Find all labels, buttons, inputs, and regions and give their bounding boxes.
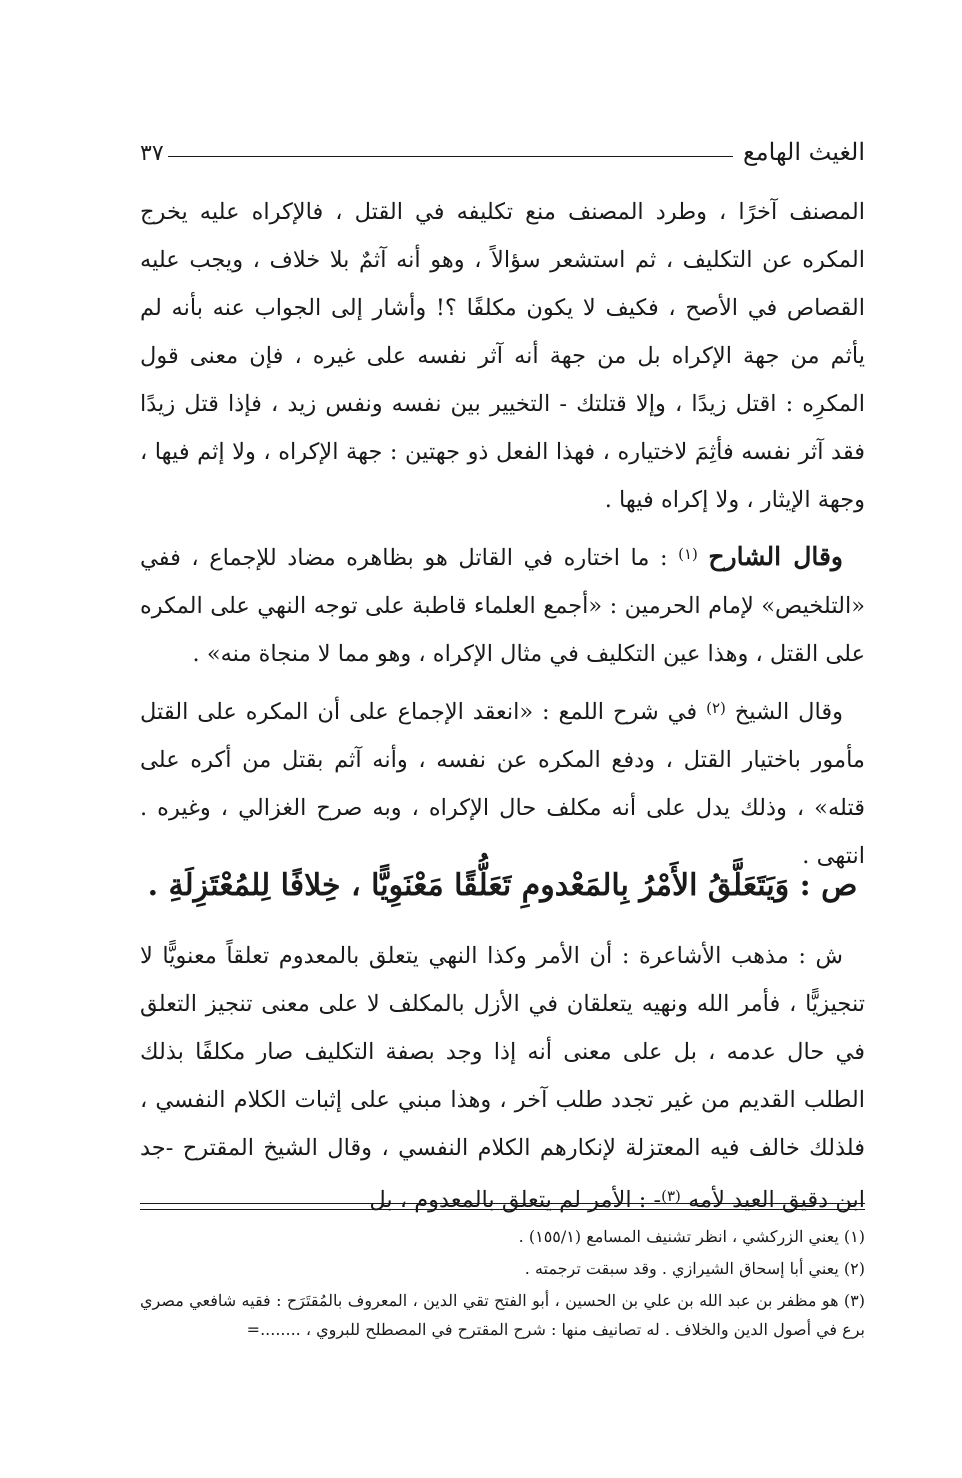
sharh-text-before: ش : مذهب الأشاعرة : أن الأمر وكذا النهي يتعلق بالمعدوم تعلقاً معنويًّا لا تنجيزيًّا ، فأمر الله ونهيه يتعلقان في الأزل بالمكلف لا على معنى تنجيز التعلق في حال عدمه ، بل على معنى أنه إذا وجد بصفة التكليف صار مكلفًا بذلك الطلب القديم من غير تجدد طلب آخر ، وهذا مبني على إثبات الكلام النفسي ، فلذلك خالف فيه المعتزلة لإنكارهم الكلام النفسي ، وقال الشيخ المقترح -جد ابن دقيق العيد لأمه	[140, 943, 866, 1213]
sharih-lead: وقال الشارح	[708, 542, 843, 571]
sharih-text: : ما اختاره في القاتل هو بظاهره مضاد للإجماع ، ففي «التلخيص» لإمام الحرمين : «أجمع العلماء قاطبة على توجه النهي على المكره على القتل ، وهذا عين التكليف في مثال الإكراه ، وهو مما لا منجاة منه» .	[140, 545, 865, 667]
running-header	[140, 126, 865, 166]
page-number: ٣٧	[140, 141, 164, 166]
footnote: (٢) يعني أبا إسحاق الشيرازي . وقد سبقت ترجمته .	[524, 1259, 865, 1278]
paragraph: المصنف آخرًا ، وطرد المصنف منع تكليفه في القتل ، فالإكراه عليه يخرج المكره عن التكليف ، ثم استشعر سؤالاً ، وهو أنه آثمٌ بلا خلاف ، ويجب عليه القصاص في الأصح ، فكيف لا يكون مكلفًا ؟! وأشار إلى الجواب عنه بأنه لم يأثم من جهة الإكراه بل من جهة أنه آثر نفسه على غيره ، فإن معنى قول المكرِه : اقتل زيدًا ، وإلا قتلتك - التخيير بين نفسه ونفس زيد ، فإذا قتل زيدًا فقد آثر نفسه فأثِمَ لاختياره ، فهذا الفعل ذو جهتين : جهة الإكراه ، ولا إثم فيها ، وجهة الإيثار ، ولا إكراه فيها .	[140, 199, 865, 513]
paragraph-sharih	[140, 530, 865, 678]
running-title: الغيث الهامع	[743, 138, 865, 166]
main-text	[140, 188, 865, 886]
footnote: (٣) هو مظفر بن عبد الله بن علي بن الحسين ، أبو الفتح تقي الدين ، المعروف بالمُقتَرَح : فقيه شافعي مصري برع في أصول الدين والخلاف . له تصانيف منها : شرح المقترح في المصطلح للبروي ، ........=	[140, 1291, 865, 1339]
shaykh-text: في شرح اللمع : «انعقد الإجماع على أن المكره على القتل مأمور باختيار القتل ، ودفع المكره عن نفسه ، وأنه آثم بقتل من أكره على قتله» ، وذلك يدل على أنه مكلف حال الإكراه ، وبه صرح الغزالي ، وغيره . انتهى .	[140, 699, 865, 869]
footnote-separator	[140, 1203, 865, 1210]
footnote: (١) يعني الزركشي ، انظر تشنيف المسامع (١٥٥/١) .	[518, 1227, 865, 1246]
paragraph-shaykh	[140, 684, 865, 880]
footnotes	[140, 1222, 865, 1347]
footnote-ref: (١)	[678, 545, 698, 563]
header-rule	[168, 156, 733, 157]
sharh-text-after: - : الأمر لم يتعلق بالمعدوم ، بل	[369, 1187, 662, 1213]
footnote-ref: (٢)	[706, 699, 726, 717]
sharh-text	[140, 932, 865, 1224]
matn-heading: ص : وَيَتَعَلَّقُ الأَمْرُ بِالمَعْدومِ تَعَلُّقًا مَعْنَوِيًّا ، خِلافًا لِلمُعْتَزِلَةِ .	[147, 868, 858, 903]
footnote-ref: (٣)	[661, 1187, 681, 1205]
paragraph-sharh	[140, 932, 865, 1224]
shaykh-lead: وقال الشيخ	[734, 699, 844, 725]
